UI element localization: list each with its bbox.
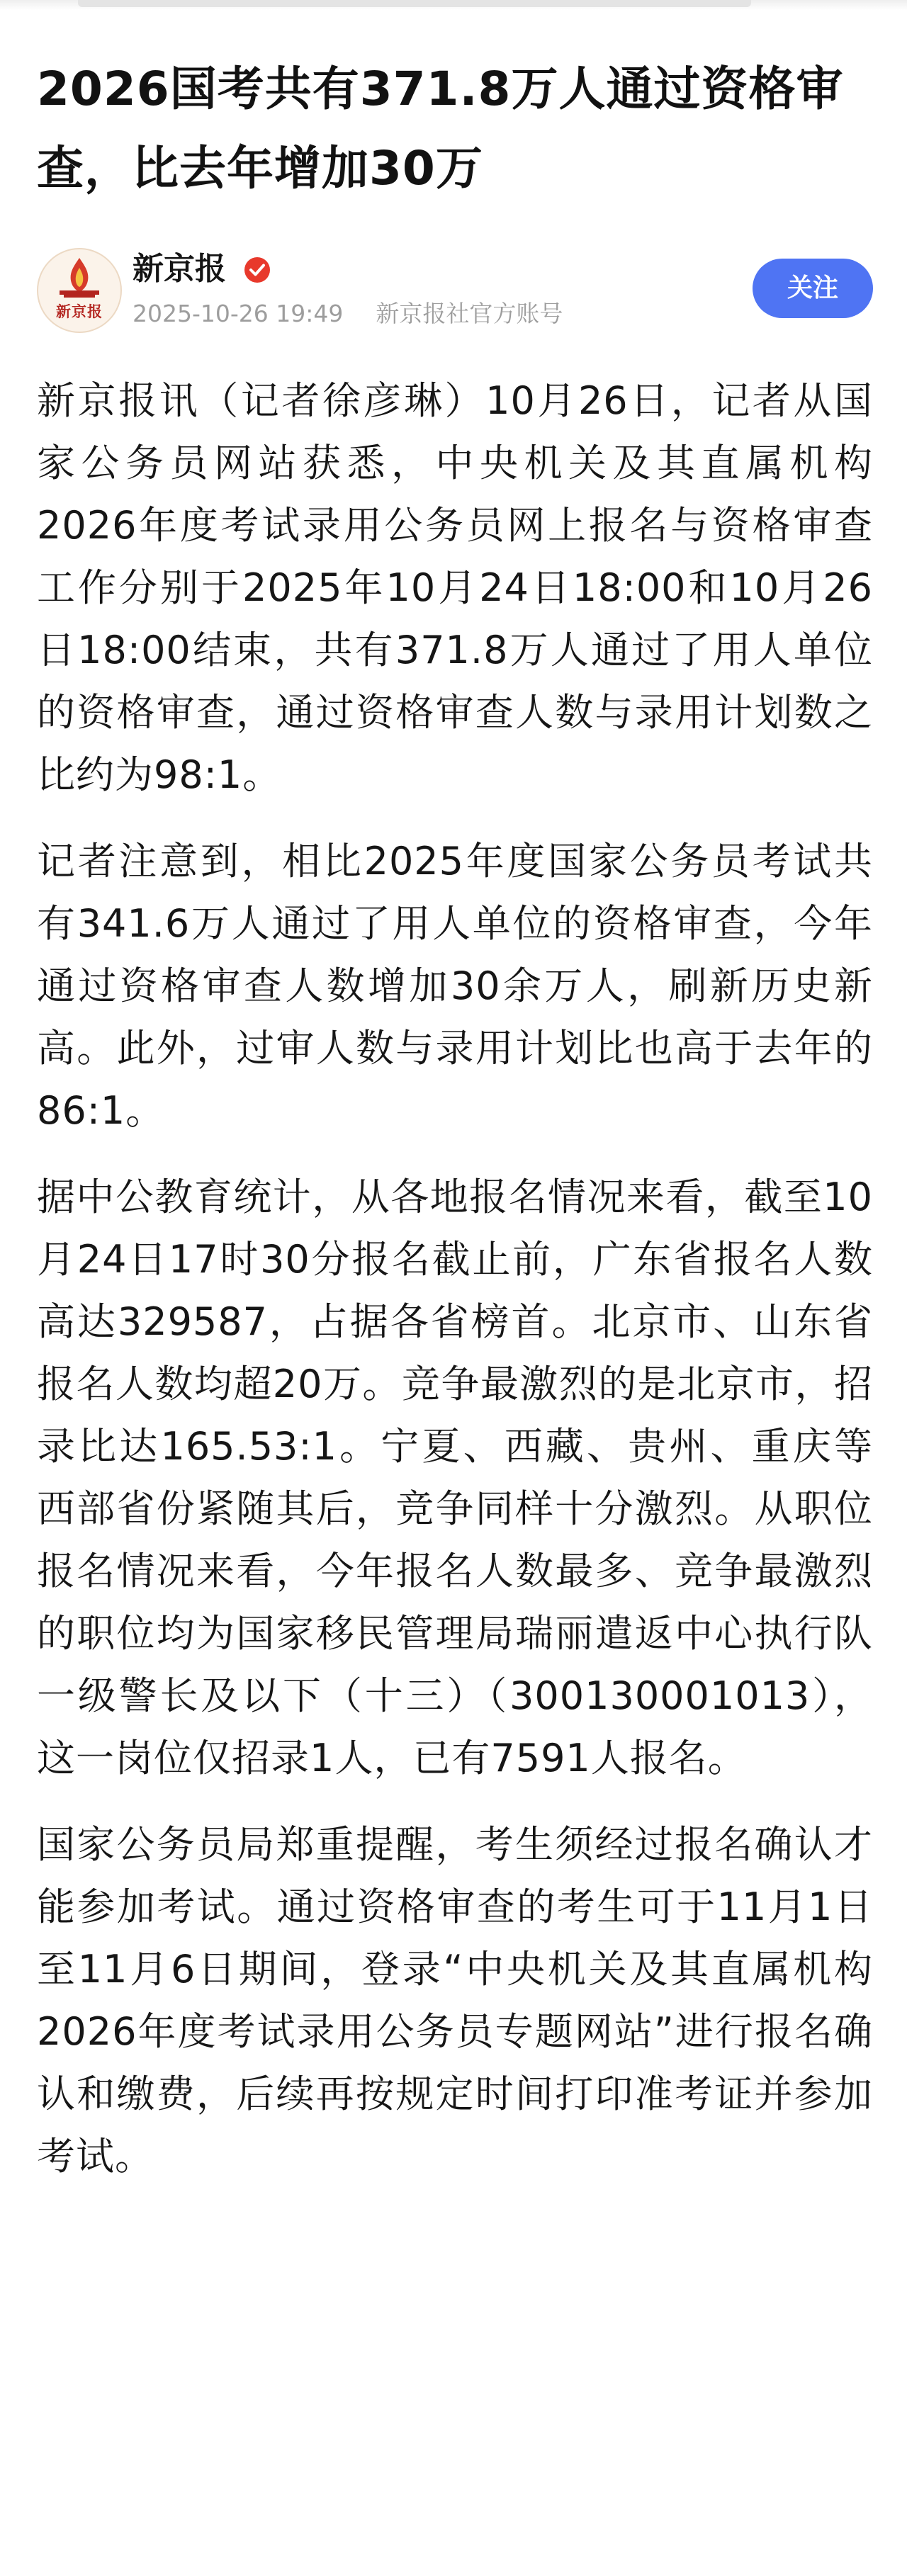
author-meta (133, 298, 563, 330)
account-description: 新京报社官方账号 (376, 300, 563, 327)
author-name[interactable]: 新京报 (133, 251, 226, 287)
article-paragraph: 据中公教育统计，从各地报名情况来看，截至10月24日17时30分报名截止前，广东省报名人数高达329587，占据各省榜首。北京市、山东省报名人数均超20万。竞争最激烈的是北京市，招录比达165.53:1。宁夏、西藏、贵州、重庆等西部省份紧随其后，竞争同样十分激烈。从职位报名情况来看，今年报名人数最多、竞争最激烈的职位均为国家移民管理局瑞丽遣返中心执行队一级警长及以下（十三）（300130001013），这一岗位仅招录1人，已有7591人报名。 (37, 1175, 873, 1780)
publish-date: 2025-10-26 19:49 (133, 300, 344, 327)
avatar-logo-text: 新京报 (56, 303, 103, 320)
top-edge-bar (78, 0, 751, 7)
article-body (37, 370, 873, 2212)
author-avatar[interactable] (37, 248, 122, 333)
article-title: 2026国考共有371.8万人通过资格审查，比去年增加30万 (37, 62, 844, 196)
verified-badge-icon (244, 256, 271, 283)
author-row (37, 248, 873, 333)
follow-button[interactable]: 关注 (753, 259, 873, 318)
article-paragraph: 新京报讯（记者徐彦琳）10月26日，记者从国家公务员网站获悉，中央机关及其直属机构2026年度考试录用公务员网上报名与资格审查工作分别于2025年10月24日18:00和10月26日18:00结束，共有371.8万人通过了用人单位的资格审查，通过资格审查人数与录用计划数之比约为98:1。 (37, 378, 873, 797)
article-paragraph: 国家公务员局郑重提醒，考生须经过报名确认才能参加考试。通过资格审查的考生可于11月1日至11月6日期间，登录“中央机关及其直属机构2026年度考试录用公务员专题网站”进行报名确认和缴费，后续再按规定时间打印准考证并参加考试。 (37, 1822, 873, 2179)
top-edge (0, 0, 907, 10)
article-paragraph: 记者注意到，相比2025年度国家公务员考试共有341.6万人通过了用人单位的资格审查，今年通过资格审查人数增加30余万人，刷新历史新高。此外，过审人数与录用计划比也高于去年的86:1。 (37, 839, 873, 1133)
